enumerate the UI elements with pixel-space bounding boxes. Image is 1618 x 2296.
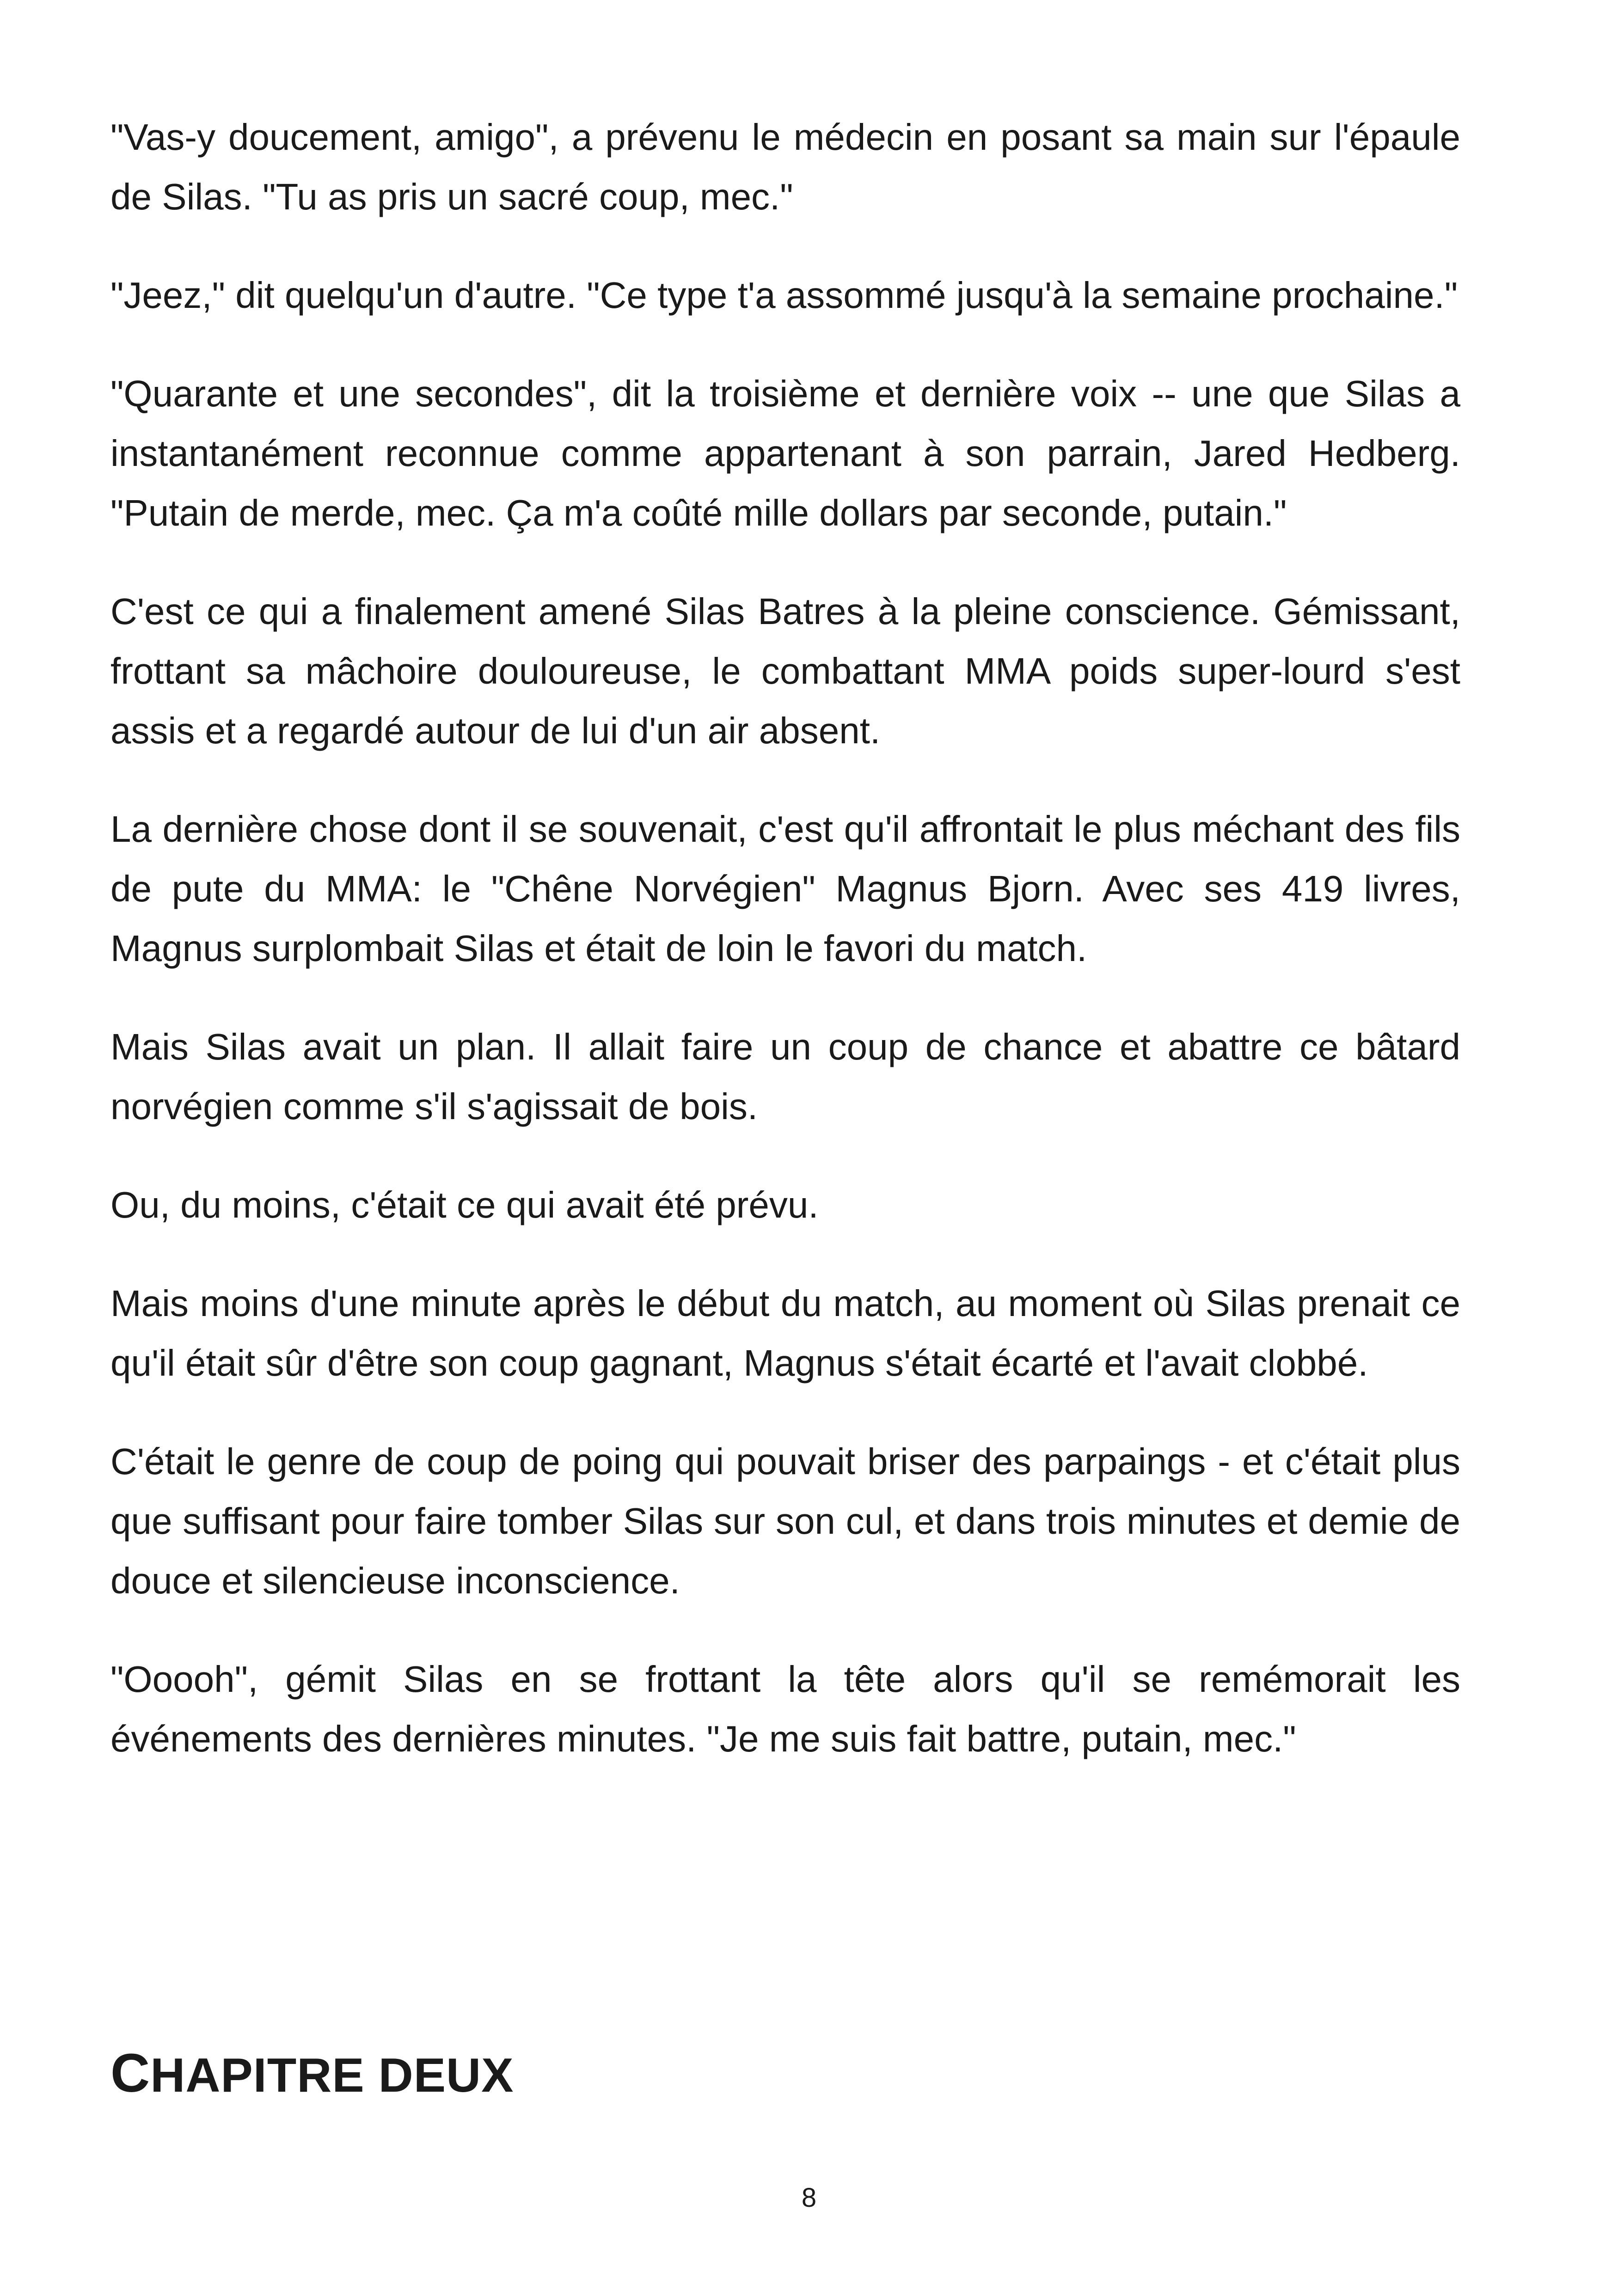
chapter-heading-initial: C: [110, 2043, 151, 2104]
paragraph-6: Mais Silas avait un plan. Il allait faire un coup de chance et abattre ce bâtard norvégien comme s'il s'agissait de bois.: [110, 1026, 1460, 1127]
paragraph-5: La dernière chose dont il se souvenait, c'est qu'il affrontait le plus méchant des fils de pute du MMA: le "Chêne Norvégien" Magnus Bjorn. Avec ses 419 livres, Magnus surplombait Silas et était de loin le favori du match.: [110, 808, 1460, 969]
paragraph-1: "Vas-y doucement, amigo", a prévenu le médecin en posant sa main sur l'épaule de Silas. "Tu as pris un sacré coup, mec.": [110, 116, 1460, 217]
paragraph-10: "Ooooh", gémit Silas en se frottant la tête alors qu'il se remémorait les événements des dernières minutes. "Je me suis fait battre, putain, mec.": [110, 1659, 1460, 1759]
paragraph-3: "Quarante et une secondes", dit la troisième et dernière voix -- une que Silas a instantanément reconnue comme appartenant à son parrain, Jared Hedberg. "Putain de merde, mec. Ça m'a coûté mille dollars par seconde, putain.": [110, 373, 1460, 533]
page-number: 8: [801, 2183, 817, 2213]
paragraph-7: Ou, du moins, c'était ce qui avait été prévu.: [110, 1184, 819, 1225]
chapter-heading-rest: HAPITRE DEUX: [150, 2049, 514, 2102]
body-text: [110, 107, 1460, 1807]
chapter-heading: [110, 2043, 514, 2106]
paragraph-9: C'était le genre de coup de poing qui pouvait briser des parpaings - et c'était plus que suffisant pour faire tomber Silas sur son cul, et dans trois minutes et demie de douce et silencieuse inconscience.: [110, 1441, 1460, 1601]
paragraph-2: "Jeez," dit quelqu'un d'autre. "Ce type t'a assommé jusqu'à la semaine prochaine.": [110, 275, 1458, 316]
paragraph-8: Mais moins d'une minute après le début du match, au moment où Silas prenait ce qu'il était sûr d'être son coup gagnant, Magnus s'était écarté et l'avait clobbé.: [110, 1283, 1460, 1384]
paragraph-4: C'est ce qui a finalement amené Silas Batres à la pleine conscience. Gémissant, frottant sa mâchoire douloureuse, le combattant MMA poids super-lourd s'est assis et a regardé autour de lui d'un air absent.: [110, 591, 1460, 751]
